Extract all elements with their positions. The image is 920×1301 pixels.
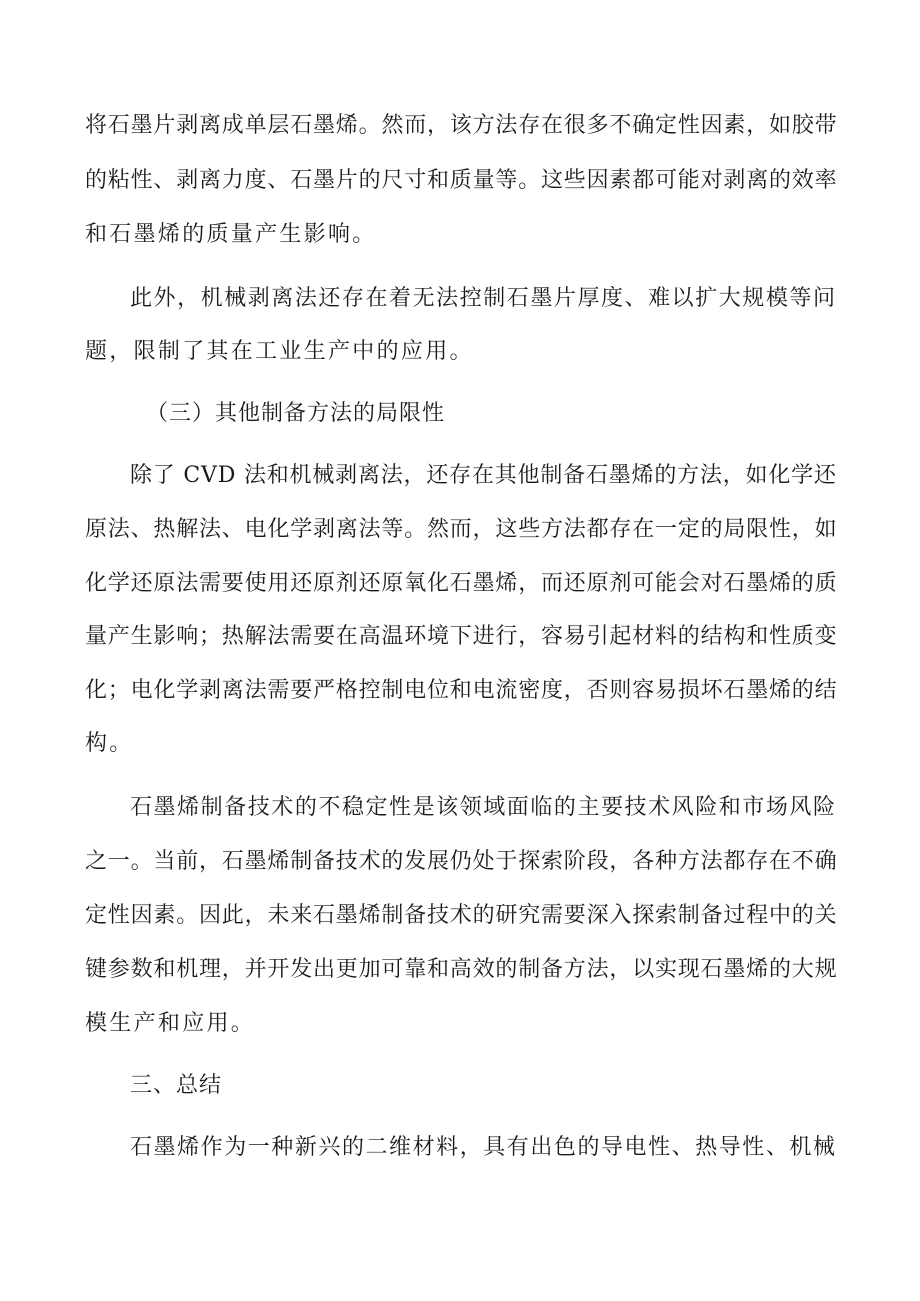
paragraph-line: 石墨烯制备技术的不稳定性是该领域面临的主要技术风险和市场风险 [130,795,837,820]
section-heading: （三）其他制备方法的局限性 [146,401,446,426]
paragraph-line: 构。 [85,731,134,756]
paragraph-line: 化学还原法需要使用还原剂还原氧化石墨烯，而还原剂可能会对石墨烯的质 [85,571,838,596]
paragraph-line: 石墨烯作为一种新兴的二维材料，具有出色的导电性、热导性、机械 [130,1135,837,1160]
paragraph-line: 除了 CVD 法和机械剥离法，还存在其他制备石墨烯的方法，如化学还 [130,463,837,488]
paragraph-line: 和石墨烯的质量产生影响。 [85,222,377,247]
paragraph-line: 定性因素。因此，未来石墨烯制备技术的研究需要深入探索制备过程中的关 [85,903,838,928]
paragraph-line: 化；电化学剥离法需要严格控制电位和电流密度，否则容易损坏石墨烯的结 [85,678,838,703]
paragraph-line: 键参数和机理，并开发出更加可靠和高效的制备方法，以实现石墨烯的大规 [85,957,838,982]
paragraph-line: 的粘性、剥离力度、石墨片的尺寸和质量等。这些因素都可能对剥离的效率 [85,168,838,193]
section-heading: 三、总结 [130,1073,223,1098]
paragraph-line: 量产生影响；热解法需要在高温环境下进行，容易引起材料的结构和性质变 [85,624,838,649]
paragraph-line: 之一。当前，石墨烯制备技术的发展仍处于探索阶段，各种方法都存在不确 [85,849,838,874]
paragraph-line: 原法、热解法、电化学剥离法等。然而，这些方法都存在一定的局限性，如 [85,517,838,542]
paragraph-line: 模生产和应用。 [85,1011,256,1036]
paragraph-line: 题，限制了其在工业生产中的应用。 [85,339,474,364]
paragraph-line: 将石墨片剥离成单层石墨烯。然而，该方法存在很多不确定性因素，如胶带 [85,113,838,138]
paragraph-line: 此外，机械剥离法还存在着无法控制石墨片厚度、难以扩大规模等问 [130,286,837,311]
